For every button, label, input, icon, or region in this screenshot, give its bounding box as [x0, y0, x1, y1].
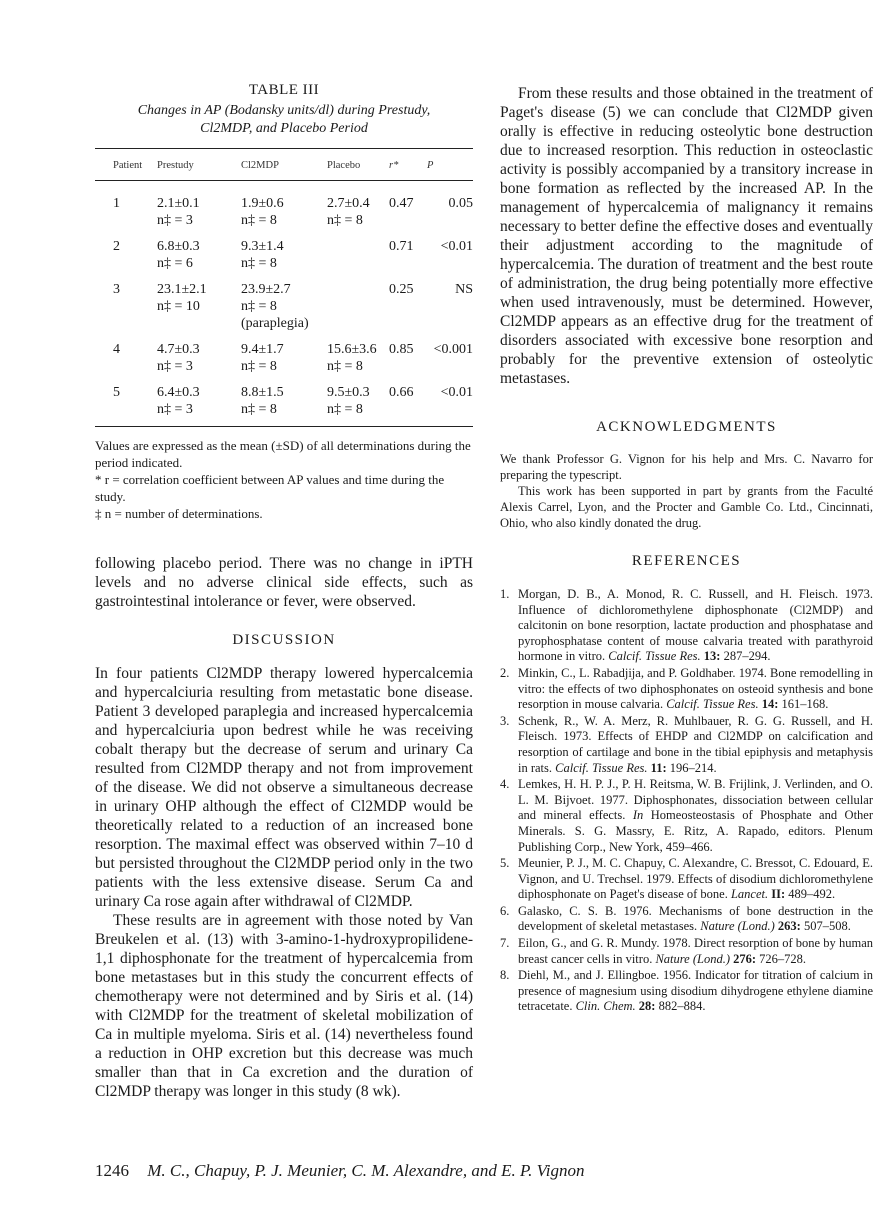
reference-number: 4. — [500, 777, 510, 792]
header-cl2mdp: Cl2MDP — [241, 149, 327, 181]
header-prestudy: Prestudy — [157, 149, 241, 181]
table-footnotes — [95, 437, 473, 522]
continuation-paragraph: following placebo period. There was no change in iPTH levels and no adverse clinical side effects, such as gastrointestinal intolerance or fever, were observed. — [95, 555, 473, 610]
value: 6.4±0.3 — [157, 385, 200, 400]
reference-volume: 13: — [703, 649, 721, 664]
value: 23.9±2.7 — [241, 282, 291, 297]
table-row — [95, 341, 473, 384]
cell-prestudy — [157, 384, 241, 427]
acknowledgments-heading: ACKNOWLEDGMENTS — [596, 419, 777, 435]
reference-journal: Calcif. Tissue Res. — [608, 649, 701, 664]
header-p: P — [427, 149, 473, 181]
reference-text: Galasko, C. S. B. 1976. Mechanisms of bone destruction in the development of skeletal metastases. — [518, 903, 873, 934]
cell-cl2mdp — [241, 181, 327, 239]
table-caption-line: Changes in AP (Bodansky units/dl) during Prestudy, — [137, 103, 431, 118]
footer-authors: M. C., Chapuy, P. J. Meunier, C. M. Alexandre, and E. P. Vignon — [147, 1161, 585, 1180]
cell-prestudy — [157, 181, 241, 239]
cell-placebo — [327, 341, 389, 384]
cell-placebo — [327, 238, 389, 281]
cell-placebo — [327, 281, 389, 341]
value: 6.8±0.3 — [157, 239, 200, 254]
reference-item — [500, 777, 873, 855]
cell-placebo — [327, 181, 389, 239]
header-r: r* — [389, 149, 427, 181]
reference-pages: 726–728. — [759, 951, 807, 966]
n-count: n‡ = 8 — [241, 402, 277, 417]
reference-item — [500, 714, 873, 776]
value: 2.7±0.4 — [327, 196, 370, 211]
acknowledgments-paragraph: We thank Professor G. Vignon for his help and Mrs. C. Navarro for preparing the typescript. — [500, 452, 873, 482]
cell-r: 0.71 — [389, 239, 414, 254]
reference-text: Diehl, M., and J. Ellingboe. 1956. Indicator for titration of calcium in presence of magnesium using disodium dihydrogene ethylene diamine tetracetate. — [518, 968, 873, 1014]
table-caption — [95, 102, 473, 138]
reference-item — [500, 666, 873, 713]
reference-journal: Calcif. Tissue Res. — [555, 760, 648, 775]
n-count: n‡ = 8 — [327, 402, 363, 417]
table-caption-line: Cl2MDP, and Placebo Period — [200, 121, 368, 136]
n-count: n‡ = 8 — [241, 213, 277, 228]
reference-journal: Calcif. Tissue Res. — [666, 697, 759, 712]
cell-p: <0.001 — [433, 342, 473, 357]
reference-pages: 882–884. — [658, 999, 706, 1014]
reference-number: 3. — [500, 713, 510, 728]
n-count: n‡ = 8 — [241, 256, 277, 271]
n-count: n‡ = 8 — [327, 213, 363, 228]
reference-item — [500, 904, 873, 935]
page-number: 1246 — [95, 1161, 129, 1180]
reference-number: 7. — [500, 936, 510, 951]
cell-p: NS — [455, 282, 473, 297]
n-count: n‡ = 3 — [157, 359, 193, 374]
cell-prestudy — [157, 281, 241, 341]
discussion-paragraph: These results are in agreement with those noted by Van Breukelen et al. (13) with 3-amino-1-hydroxypropilidene-1,1 diphosphonate for the treatment of hypercalcemia from bone metastases but in this study the concurrent effects of chemotherapy were not determined and by Siris et al. (14) with Cl2MDP for the treatment of skeletal mobilization of Ca in multiple myeloma. Siris et al. (14) nevertheless found a reduction in OHP excretion but this decrease was much smaller than that in Ca excretion and the duration of Cl2MDP therapy was longer in this study (8 wk). — [95, 912, 473, 1100]
value: 15.6±3.6 — [327, 342, 377, 357]
value: 9.5±0.3 — [327, 385, 370, 400]
value: 2.1±0.1 — [157, 196, 200, 211]
reference-pages: 489–492. — [788, 887, 836, 902]
cell-cl2mdp — [241, 238, 327, 281]
cell-patient: 4 — [113, 342, 120, 357]
reference-item — [500, 587, 873, 665]
reference-number: 1. — [500, 587, 510, 601]
references-heading: REFERENCES — [631, 553, 742, 569]
reference-journal: Nature (Lond.) — [700, 919, 775, 934]
n-count: n‡ = 6 — [157, 256, 193, 271]
reference-journal: Nature (Lond.) — [655, 951, 730, 966]
reference-pages: Homeosteostasis of Phosphate and Other Minerals. S. G. Massry, E. Ritz, A. Rapado, editors. Plenum Publishing Corp., New York, 459–466. — [518, 808, 874, 854]
cell-p: <0.01 — [427, 384, 473, 427]
cell-p: 0.05 — [448, 196, 473, 211]
data-table — [95, 148, 473, 427]
cell-patient: 5 — [95, 384, 157, 427]
page-footer — [95, 1161, 875, 1181]
reference-text: Morgan, D. B., A. Monod, R. C. Russell, and H. Fleisch. 1973. Influence of dichloromethylene diphosphonate (Cl2MDP) and calcitonin on bone resorption, lactate production and phosphatase and pyrophosphatase content of mouse calvaria treated with parathyroid hormone in vitro. — [518, 587, 873, 664]
footnote: Values are expressed as the mean (±SD) of all determinations during the period indicated. — [95, 438, 471, 470]
discussion-heading: DISCUSSION — [232, 632, 336, 648]
footnote: ‡ n = number of determinations. — [95, 506, 263, 521]
acknowledgments-paragraph: This work has been supported in part by grants from the Faculté Alexis Carrel, Lyon, and the Procter and Gamble Co. Ltd., Cincinnati, Ohio, who also kindly donated the drug. — [500, 484, 873, 530]
cell-placebo — [327, 384, 389, 427]
reference-text: Meunier, P. J., M. C. Chapuy, C. Alexandre, C. Bressot, C. Edouard, E. Vignon, and U. Trechsel. 1979. Effects of disodium dichloromethylene diphosphonate on Paget's disease of bone. — [518, 856, 873, 902]
reference-volume: 28: — [638, 999, 656, 1014]
reference-pages: 196–214. — [669, 760, 717, 775]
header-placebo: Placebo — [327, 149, 389, 181]
conclusion-paragraph: From these results and those obtained in the treatment of Paget's disease (5) we can conclude that Cl2MDP given orally is effective in reducing osteolytic bone destruction due to increased resorption. This reduction in osteoclastic activity is possibly accompanied by a transitory increase in bone formation as reflected by the increased AP. In the management of hypercalcemia of malignancy it remains necessary to better define the effective doses and eventually their adjustment according to the magnitude of hypercalcemia. The duration of treatment and the best route of administration, the drug being potentially more effective when used intravenously, must be determined. However, Cl2MDP appears as an effective drug for the treatment of disorders associated with excessive bone resorption and probably for the preventive extension of osteolytic metastases. — [500, 85, 873, 387]
cell-r: 0.85 — [389, 342, 414, 357]
table-row — [95, 281, 473, 341]
value: 4.7±0.3 — [157, 342, 200, 357]
table-row — [95, 181, 473, 239]
n-count: n‡ = 3 — [157, 213, 193, 228]
cell-r: 0.25 — [389, 282, 414, 297]
reference-number: 5. — [500, 856, 510, 871]
reference-text: Eilon, G., and G. R. Mundy. 1978. Direct resorption of bone by human breast cancer cells in vitro. — [518, 936, 873, 966]
cell-cl2mdp — [241, 341, 327, 384]
n-count: n‡ = 10 — [157, 299, 200, 314]
value: 23.1±2.1 — [157, 282, 207, 297]
reference-text: Schenk, R., W. A. Merz, R. Muhlbauer, R. G. G. Russell, and H. Fleisch. 1973. Effects of EHDP and Cl2MDP on calcification and resorption of cartilage and bone in the tibial epiphysis and metaphysis in rats. — [518, 713, 873, 775]
cell-p: <0.01 — [440, 239, 473, 254]
reference-list — [500, 587, 873, 1015]
reference-volume: 276: — [733, 951, 757, 966]
reference-text: Lemkes, H. H. P. J., P. H. Reitsma, W. B. Frijlink, J. Verlinden, and O. L. M. Bijvoet. 1977. Diphosphonates, dissociation between cellular and mineral effects. — [518, 777, 873, 823]
table-header-row — [95, 149, 473, 181]
reference-item — [500, 936, 873, 967]
cell-note: (paraplegia) — [241, 316, 309, 331]
reference-volume: 11: — [650, 760, 667, 775]
value: 9.4±1.7 — [241, 342, 284, 357]
n-count: n‡ = 8 — [241, 359, 277, 374]
reference-number: 6. — [500, 903, 510, 918]
n-count: n‡ = 3 — [157, 402, 193, 417]
reference-pages: 507–508. — [803, 919, 851, 934]
reference-volume: 263: — [777, 919, 801, 934]
cell-cl2mdp — [241, 281, 327, 341]
cell-prestudy — [157, 238, 241, 281]
footnote: * r = correlation coefficient between AP values and time during the study. — [95, 472, 445, 504]
cell-patient: 2 — [113, 239, 120, 254]
value: 8.8±1.5 — [241, 385, 284, 400]
reference-volume: 14: — [761, 697, 779, 712]
reference-pages: 161–168. — [781, 697, 829, 712]
reference-item — [500, 968, 873, 1015]
value: 1.9±0.6 — [241, 196, 284, 211]
reference-pages: 287–294. — [723, 649, 771, 664]
reference-number: 2. — [500, 665, 510, 680]
cell-patient: 3 — [113, 282, 120, 297]
reference-text: Minkin, C., L. Rabadjija, and P. Goldhaber. 1974. Bone remodelling in vitro: the effects of two diphosphonates on osteoid synthesis and bone resorption in mouse calvaria. — [518, 665, 873, 712]
reference-item — [500, 856, 873, 903]
n-count: n‡ = 8 — [241, 299, 277, 314]
reference-journal: Lancet. — [730, 887, 769, 902]
reference-volume: II: — [771, 887, 786, 902]
value: 9.3±1.4 — [241, 239, 284, 254]
discussion-paragraph: In four patients Cl2MDP therapy lowered hypercalcemia and hypercalciuria resulting from metastatic bone disease. Patient 3 developed paraplegia and increased hypercalcemia and hypercalciuria upon bedrest while he was receiving cobalt therapy but the decrease of serum and urinary Ca resulted from Cl2MDP therapy and not from improvement of the disease. We did not observe a simultaneous decrease in urinary OHP although the effect of Cl2MDP would be theoretically related to a reduction of an increased bone resorption. The maximal effect was observed within 7–10 d but persisted throughout the Cl2MDP period only in the two patients with the less extensive disease. Serum Ca and urinary Ca rose again after withdrawal of Cl2MDP. — [95, 665, 473, 910]
table-row — [95, 238, 473, 281]
cell-r: 0.47 — [389, 196, 414, 211]
header-patient: Patient — [95, 149, 157, 181]
reference-journal: Clin. Chem. — [575, 999, 636, 1014]
reference-number: 8. — [500, 968, 510, 983]
cell-prestudy — [157, 341, 241, 384]
left-column — [95, 80, 473, 1101]
cell-cl2mdp — [241, 384, 327, 427]
table-title: TABLE III — [248, 82, 320, 98]
reference-journal: In — [632, 808, 644, 823]
n-count: n‡ = 8 — [327, 359, 363, 374]
cell-r: 0.66 — [389, 384, 427, 427]
right-column — [500, 80, 873, 1016]
cell-patient: 1 — [113, 196, 120, 211]
table-row — [95, 384, 473, 427]
